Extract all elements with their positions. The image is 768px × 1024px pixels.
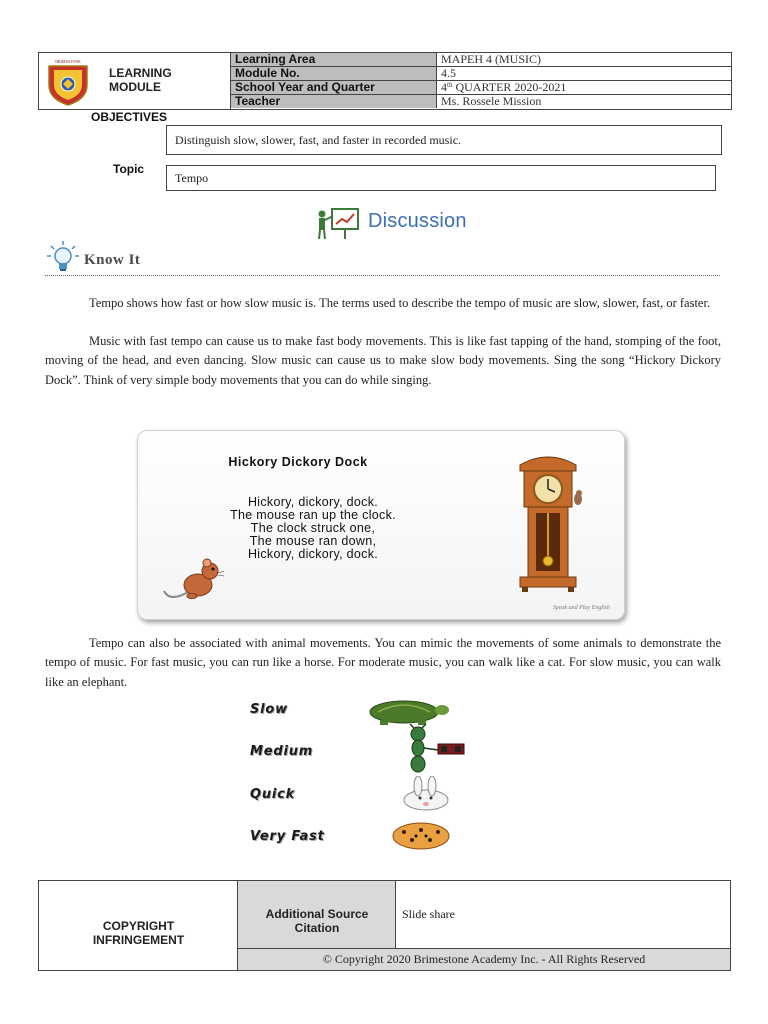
dotted-divider xyxy=(45,275,720,276)
rabbit-icon xyxy=(398,776,454,812)
source-citation-value: Slide share xyxy=(402,907,455,921)
topic-text: Tempo xyxy=(175,170,209,185)
poem-line: Hickory, dickory, dock. xyxy=(247,495,379,509)
header-key: Learning Area xyxy=(231,53,437,66)
quarter-number: 4 xyxy=(441,80,447,94)
header-value: 4.5 xyxy=(441,66,456,80)
objectives-label: OBJECTIVES xyxy=(91,110,168,124)
poem-line: The mouse ran down, xyxy=(249,534,377,548)
copyright-label-line-1: COPYRIGHT xyxy=(102,919,175,933)
header-value xyxy=(441,81,566,94)
header-info-grid xyxy=(231,53,731,109)
poem-title: Hickory Dickory Dock xyxy=(228,455,368,469)
source-citation-value-cell xyxy=(396,881,730,949)
header-key: Module No. xyxy=(231,67,437,80)
know-it-title: Know It xyxy=(84,252,141,268)
lightbulb-icon xyxy=(46,240,80,274)
source-citation-label xyxy=(238,907,396,935)
objectives-box xyxy=(166,125,722,155)
turtle-icon xyxy=(358,696,450,726)
header-logo-cell xyxy=(39,53,231,109)
topic-label: Topic xyxy=(113,162,145,176)
header-value: MAPEH 4 (MUSIC) xyxy=(441,52,542,66)
learning-module-title xyxy=(109,66,172,94)
topic-box xyxy=(166,165,716,191)
tempo-label-medium: Medium xyxy=(250,744,314,759)
copyright-notice: © Copyright 2020 Brimestone Academy Inc. - All Rights Reserved xyxy=(238,949,730,970)
module-header-table xyxy=(38,52,732,110)
header-value: Ms. Rossele Mission xyxy=(441,94,542,108)
poem-line: The clock struck one, xyxy=(250,521,376,535)
tempo-animal-chart xyxy=(240,696,490,851)
header-row-teacher xyxy=(231,95,731,109)
copyright-label-line-2: INFRINGEMENT xyxy=(92,933,185,947)
poem-line: Hickory, dickory, dock. xyxy=(247,547,379,561)
discussion-title: Discussion xyxy=(368,210,467,232)
source-label-line-2: Citation xyxy=(294,921,340,935)
paragraph-animal-movements: Tempo can also be associated with animal movements. You can mimic the movements of some animals to demonstrate the tempo of music. For fast music, you can run like a horse. For moderate music, you can walk like a cat. For slow music, you can walk like an elephant. xyxy=(45,636,721,689)
header-key: School Year and Quarter xyxy=(231,81,437,94)
grandfather-clock-icon xyxy=(512,449,584,593)
poem-credit: Speak and Play English xyxy=(552,605,610,611)
poem-card xyxy=(137,430,625,620)
poem-line: The mouse ran up the clock. xyxy=(230,508,396,522)
mouse-icon xyxy=(160,551,226,607)
tempo-label-quick: Quick xyxy=(250,787,296,802)
paragraph-tempo-definition: Tempo shows how fast or how slow music is. The terms used to describe the tempo of music are slow, slower, fast, or faster. xyxy=(89,296,711,310)
header-row-school-year xyxy=(231,81,731,95)
source-label-line-1: Additional Source xyxy=(265,907,369,921)
header-row-learning-area xyxy=(231,53,731,67)
source-citation-label-cell xyxy=(238,881,396,949)
logo-text: BRIMESTONE xyxy=(55,59,81,64)
objectives-text: Distinguish slow, slower, fast, and faster in recorded music. xyxy=(175,132,462,147)
title-line-2: MODULE xyxy=(109,80,161,94)
header-row-module-no xyxy=(231,67,731,81)
quarter-suffix: th xyxy=(447,81,453,89)
school-logo-icon xyxy=(45,57,91,107)
copyright-footer-table xyxy=(38,880,731,971)
title-line-1: LEARNING xyxy=(109,66,172,80)
ant-icon xyxy=(398,724,470,774)
quarter-text: QUARTER 2020-2021 xyxy=(452,80,567,94)
tempo-label-slow: Slow xyxy=(250,702,288,717)
presentation-icon xyxy=(314,207,362,241)
copyright-infringement-label xyxy=(39,919,238,947)
tempo-label-very-fast: Very Fast xyxy=(250,829,325,844)
paragraph-body-movements: Music with fast tempo can cause us to make fast body movements. This is like fast tapping of the hand, stomping of the foot, moving of the head, and even dancing. Slow music can cause us to make slow body movements. Sing the song “Hickory Dickory Dock”. Think of very simple body movements that you can do while singing. xyxy=(45,334,721,387)
header-key: Teacher xyxy=(231,95,437,108)
cheetah-icon xyxy=(390,820,452,850)
copyright-label-cell xyxy=(39,881,238,970)
